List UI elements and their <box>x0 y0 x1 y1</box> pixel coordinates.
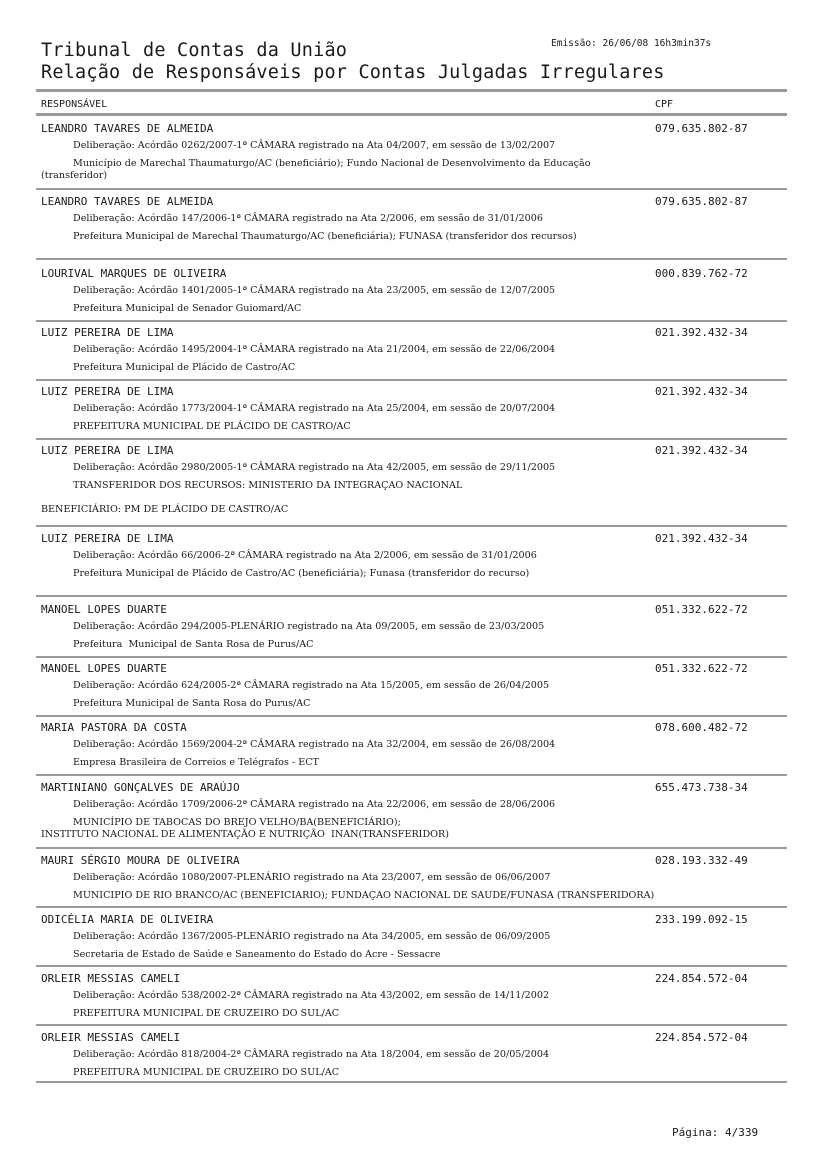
responsible-cpf: 021.392.432-34 <box>655 444 748 457</box>
entity-description: Empresa Brasileira de Correios e Telégrafos - ECT <box>73 757 319 768</box>
responsible-cpf: 079.635.802-87 <box>655 122 748 135</box>
responsible-cpf: 051.332.622-72 <box>655 662 748 675</box>
deliberation-line: Deliberação: Acórdão 1569/2004-2ª CÂMARA registrado na Ata 32/2004, em sessão de 26/08/2004 <box>73 739 556 750</box>
responsible-name: LUIZ PEREIRA DE LIMA <box>41 532 174 545</box>
entity-description: MUNICIPIO DE RIO BRANCO/AC (BENEFICIARIO); FUNDAÇAO NACIONAL DE SAUDE/FUNASA (TRANSFERIDORA) <box>73 890 655 901</box>
entity-description: Prefeitura Municipal de Santa Rosa de Purus/AC <box>73 639 314 650</box>
responsible-name: MAURI SÉRGIO MOURA DE OLIVEIRA <box>41 854 240 867</box>
entity-description: Prefeitura Municipal de Santa Rosa do Purus/AC <box>73 698 311 709</box>
responsible-cpf: 655.473.738-34 <box>655 781 748 794</box>
deliberation-line: Deliberação: Acórdão 818/2004-2ª CÂMARA registrado na Ata 18/2004, em sessão de 20/05/2004 <box>73 1049 550 1060</box>
entity-description: TRANSFERIDOR DOS RECURSOS: MINISTERIO DA INTEGRAÇAO NACIONAL <box>73 480 463 491</box>
entity-description: Município de Marechal Thaumaturgo/AC (beneficiário); Fundo Nacional de Desenvolvimento da Educação (transferidor) <box>41 158 591 181</box>
responsible-name: LUIZ PEREIRA DE LIMA <box>41 385 174 398</box>
record-separator <box>36 320 787 322</box>
deliberation-line: Deliberação: Acórdão 1367/2005-PLENÁRIO registrado na Ata 34/2005, em sessão de 06/09/2005 <box>73 931 551 942</box>
responsible-name: LEANDRO TAVARES DE ALMEIDA <box>41 195 214 208</box>
responsible-name: LOURIVAL MARQUES DE OLIVEIRA <box>41 267 227 280</box>
entity-description: Prefeitura Municipal de Senador Guiomard/AC <box>73 303 302 314</box>
responsible-cpf: 000.839.762-72 <box>655 267 748 280</box>
responsible-cpf: 028.193.332-49 <box>655 854 748 867</box>
responsible-name: MANOEL LOPES DUARTE <box>41 662 167 675</box>
responsible-name: MANOEL LOPES DUARTE <box>41 603 167 616</box>
record-separator <box>36 438 787 440</box>
record-separator <box>36 188 787 190</box>
deliberation-line: Deliberação: Acórdão 1709/2006-2ª CÂMARA registrado na Ata 22/2006, em sessão de 28/06/2006 <box>73 799 556 810</box>
page-number: Página: 4/339 <box>672 1126 759 1139</box>
responsible-cpf: 078.600.482-72 <box>655 721 748 734</box>
responsible-name: ORLEIR MESSIAS CAMELI <box>41 972 181 985</box>
responsible-cpf: 224.854.572-04 <box>655 1031 748 1044</box>
deliberation-line: Deliberação: Acórdão 0262/2007-1ª CÂMARA registrado na Ata 04/2007, em sessão de 13/02/2007 <box>73 140 556 151</box>
responsible-name: LUIZ PEREIRA DE LIMA <box>41 444 174 457</box>
record-separator <box>36 965 787 967</box>
deliberation-line: Deliberação: Acórdão 624/2005-2ª CÂMARA registrado na Ata 15/2005, em sessão de 26/04/2005 <box>73 680 550 691</box>
responsible-name: ORLEIR MESSIAS CAMELI <box>41 1031 181 1044</box>
report-subtitle: Relação de Responsáveis por Contas Julgadas Irregulares <box>41 62 665 83</box>
responsible-cpf: 021.392.432-34 <box>655 532 748 545</box>
deliberation-line: Deliberação: Acórdão 1401/2005-1ª CÂMARA registrado na Ata 23/2005, em sessão de 12/07/2005 <box>73 285 556 296</box>
record-separator <box>36 258 787 260</box>
deliberation-line: Deliberação: Acórdão 66/2006-2ª CÂMARA registrado na Ata 2/2006, em sessão de 31/01/2006 <box>73 550 537 561</box>
entity-description: Prefeitura Municipal de Marechal Thaumaturgo/AC (beneficiária); FUNASA (transferidor dos recursos) <box>73 231 577 242</box>
responsible-name: LUIZ PEREIRA DE LIMA <box>41 326 174 339</box>
entity-description: MUNICÍPIO DE TABOCAS DO BREJO VELHO/BA(BENEFICIÁRIO); INSTITUTO NACIONAL DE ALIMENTAÇÃO E NUTRIÇÃO INAN(TRANSFERIDOR) <box>41 817 449 840</box>
responsible-cpf: 224.854.572-04 <box>655 972 748 985</box>
deliberation-line: Deliberação: Acórdão 294/2005-PLENÁRIO registrado na Ata 09/2005, em sessão de 23/03/2005 <box>73 621 545 632</box>
record-separator <box>36 379 787 381</box>
record-separator <box>36 595 787 597</box>
deliberation-line: Deliberação: Acórdão 1080/2007-PLENÁRIO registrado na Ata 23/2007, em sessão de 06/06/2007 <box>73 872 551 883</box>
responsible-name: LEANDRO TAVARES DE ALMEIDA <box>41 122 214 135</box>
record-separator <box>36 715 787 717</box>
deliberation-line: Deliberação: Acórdão 147/2006-1ª CÂMARA registrado na Ata 2/2006, em sessão de 31/01/2006 <box>73 213 543 224</box>
responsible-cpf: 079.635.802-87 <box>655 195 748 208</box>
deliberation-line: Deliberação: Acórdão 1773/2004-1ª CÂMARA registrado na Ata 25/2004, em sessão de 20/07/2004 <box>73 403 556 414</box>
emission-timestamp: Emissão: 26/06/08 16h3min37s <box>551 38 712 49</box>
record-separator <box>36 1081 787 1083</box>
entity-description: PREFEITURA MUNICIPAL DE CRUZEIRO DO SUL/AC <box>73 1067 340 1078</box>
record-separator <box>36 847 787 849</box>
column-header-responsavel: RESPONSÁVEL <box>41 99 108 110</box>
record-separator <box>36 525 787 527</box>
deliberation-line: Deliberação: Acórdão 1495/2004-1ª CÂMARA registrado na Ata 21/2004, em sessão de 22/06/2004 <box>73 344 556 355</box>
responsible-cpf: 021.392.432-34 <box>655 385 748 398</box>
beneficiary-note: BENEFICIÁRIO: PM DE PLÁCIDO DE CASTRO/AC <box>41 504 289 515</box>
entity-description: Prefeitura Municipal de Plácido de Castro/AC <box>73 362 296 373</box>
deliberation-line: Deliberação: Acórdão 538/2002-2ª CÂMARA registrado na Ata 43/2002, em sessão de 14/11/2002 <box>73 990 550 1001</box>
record-separator <box>36 656 787 658</box>
responsible-name: MARIA PASTORA DA COSTA <box>41 721 187 734</box>
responsible-cpf: 021.392.432-34 <box>655 326 748 339</box>
record-separator <box>36 906 787 908</box>
entity-description: PREFEITURA MUNICIPAL DE CRUZEIRO DO SUL/AC <box>73 1008 340 1019</box>
deliberation-line: Deliberação: Acórdão 2980/2005-1ª CÂMARA registrado na Ata 42/2005, em sessão de 29/11/2005 <box>73 462 556 473</box>
responsible-cpf: 233.199.092-15 <box>655 913 748 926</box>
record-separator <box>36 774 787 776</box>
record-separator <box>36 1024 787 1026</box>
entity-description: Secretaria de Estado de Saúde e Saneamento do Estado do Acre - Sessacre <box>73 949 441 960</box>
responsible-name: MARTINIANO GONÇALVES DE ARAÚJO <box>41 781 240 794</box>
responsible-cpf: 051.332.622-72 <box>655 603 748 616</box>
entity-description: PREFEITURA MUNICIPAL DE PLÁCIDO DE CASTRO/AC <box>73 421 351 432</box>
entity-description: Prefeitura Municipal de Plácido de Castro/AC (beneficiária); Funasa (transferidor do recurso) <box>73 568 530 579</box>
report-title: Tribunal de Contas da União <box>41 40 348 61</box>
responsible-name: ODICÉLIA MARIA DE OLIVEIRA <box>41 913 214 926</box>
column-header-cpf: CPF <box>655 99 674 110</box>
